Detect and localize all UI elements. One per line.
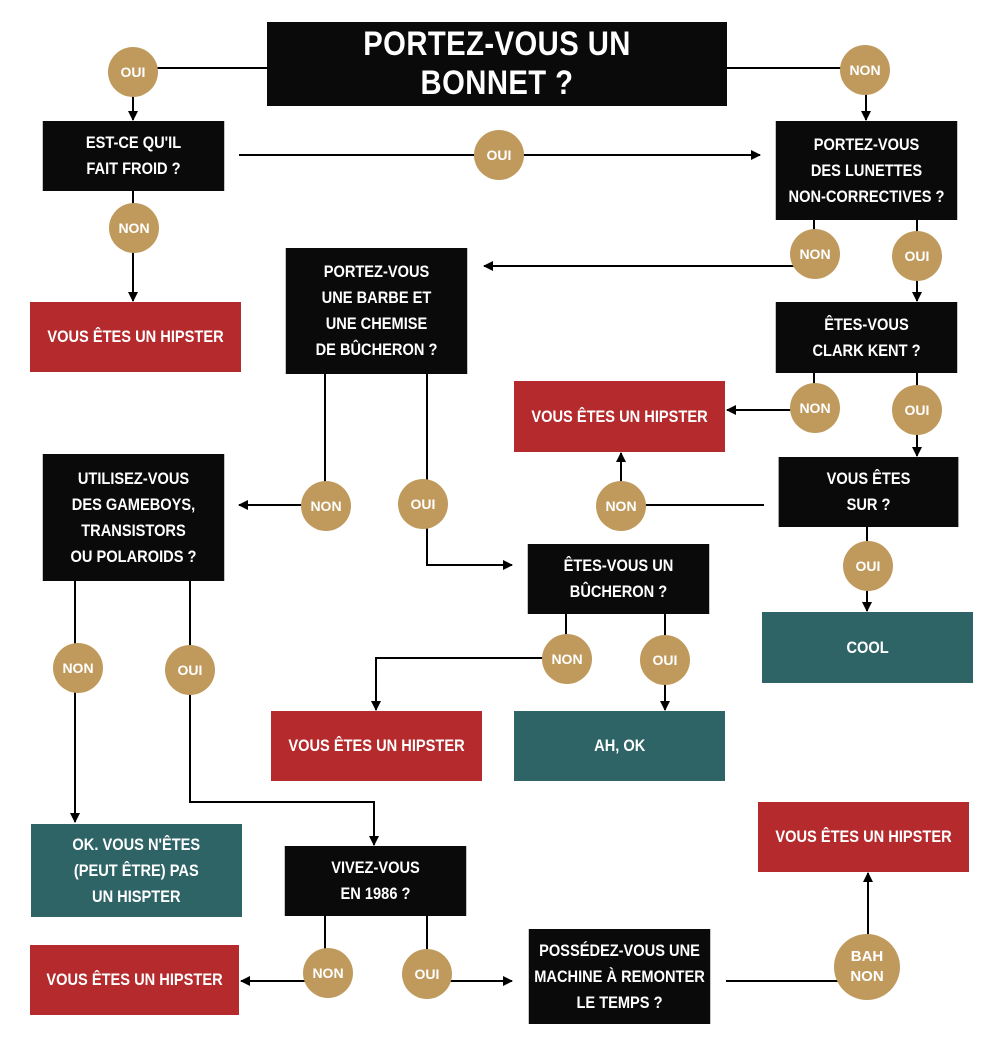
answer-1986-non: NON [303,948,353,998]
question-bucheron: ÊTES-VOUS UN BÛCHERON ? [528,544,709,614]
question-clark: ÊTES-VOUS CLARK KENT ? [776,302,957,373]
result-ah-ok: AH, OK [514,711,725,781]
result-hipster-4: VOUS ÊTES UN HIPSTER [30,945,239,1015]
result-cool: COOL [762,612,973,683]
answer-froid-non: NON [109,203,159,253]
answer-lunettes-oui: OUI [892,231,942,281]
title-box [267,22,727,106]
question-barbe: PORTEZ-VOUS UNE BARBE ET UNE CHEMISE DE BÛCHERON ? [286,248,467,374]
question-lunettes: PORTEZ-VOUS DES LUNETTES NON-CORRECTIVES ? [776,121,957,220]
result-hipster-3: VOUS ÊTES UN HIPSTER [271,711,482,781]
result-peut-etre: OK. VOUS N'ÊTES (PEUT ÊTRE) PAS UN HISPTER [31,824,242,917]
question-froid: EST-CE QU'IL FAIT FROID ? [43,121,224,191]
result-hipster-5: VOUS ÊTES UN HIPSTER [758,802,969,872]
question-1986: VIVEZ-VOUS EN 1986 ? [285,846,466,916]
answer-barbe-oui: OUI [398,479,448,529]
answer-sur-non: NON [596,481,646,531]
question-gameboys: UTILISEZ-VOUS DES GAMEBOYS, TRANSISTORS OU POLAROIDS ? [43,454,224,581]
edge-lunettes-non-barbe [484,220,814,266]
answer-title-oui: OUI [108,47,158,97]
answer-clark-oui: OUI [892,385,942,435]
answer-froid-oui: OUI [474,130,524,180]
answer-machine-bah-non: BAH NON [834,934,900,1000]
page-title: PORTEZ-VOUS UN BONNET ? [363,25,631,102]
answer-sur-oui: OUI [843,541,893,591]
answer-clark-non: NON [790,383,840,433]
result-hipster-1: VOUS ÊTES UN HIPSTER [30,302,241,372]
result-hipster-2: VOUS ÊTES UN HIPSTER [514,381,725,452]
answer-barbe-non: NON [301,481,351,531]
answer-title-non: NON [840,45,890,95]
answer-gameboys-oui: OUI [165,645,215,695]
answer-bucheron-non: NON [542,634,592,684]
edge-bucheron-non-hipster [376,614,566,710]
answer-1986-oui: OUI [402,949,452,999]
answer-lunettes-non: NON [790,229,840,279]
answer-bucheron-oui: OUI [640,635,690,685]
question-machine: POSSÉDEZ-VOUS UNE MACHINE À REMONTER LE TEMPS ? [529,929,710,1024]
edge-barbe-oui-bucheron [427,374,512,565]
answer-gameboys-non: NON [53,643,103,693]
question-sur: VOUS ÊTES SUR ? [779,457,959,527]
